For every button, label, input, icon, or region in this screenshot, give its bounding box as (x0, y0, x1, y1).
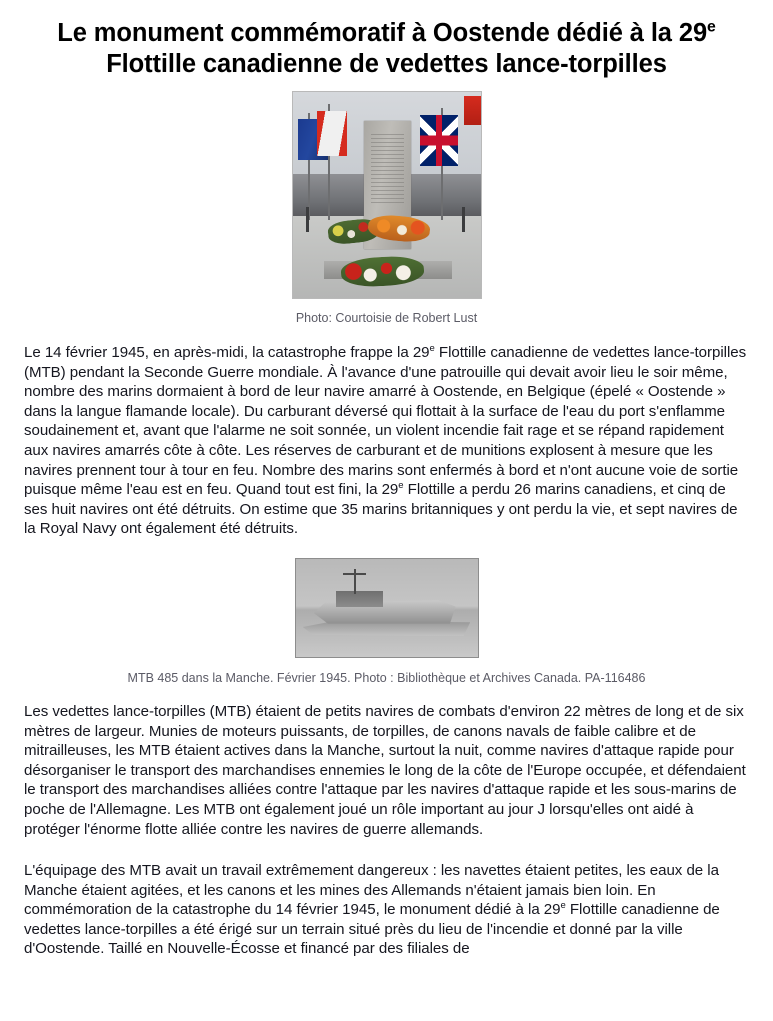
flag-canada (317, 111, 347, 156)
monument-photo-caption: Photo: Courtoisie de Robert Lust (295, 311, 478, 325)
monument-photo (292, 91, 482, 299)
flag-united-kingdom (420, 115, 458, 167)
paragraph-3-part-2: Flottille canadienne de vedettes lance-torpilles a été érigé sur un terrain situé près du lieu de l'incendie et donné par la ville d'Oostende. Taillé en Nouvelle-Écosse et financé par des filiales de (24, 901, 720, 958)
figure-monument (0, 91, 773, 326)
article-body-continued (0, 702, 773, 959)
paragraph-1 (24, 343, 749, 539)
paragraph-2: Les vedettes lance-torpilles (MTB) étaient de petits navires de combats d'environ 22 mètres de long et de six mètres de largeur. Munies de moteurs puissants, de torpilles, de canons navals de faible calibre et de mitrailleuses, les MTB étaient actives dans la Manche, surtout la nuit, comme navires d'attaque rapide pour désorganiser le transport des marchandises ennemies le long de la côte de l'Europe occupée, et défendaient le transport des marchandises alliées contre l'attaque par les navires d'attaque rapide et les sous-marins de poche de l'Allemagne. Les MTB ont également joué un rôle important au jour J lorsqu'elles ont aidé à protéger l'énorme flotte alliée contre les navires de guerre allemands. (24, 702, 746, 838)
paragraph-1-part-2: Flottille canadienne de vedettes lance-torpilles (MTB) pendant la Seconde Guerre mondiale. À l'avance d'une patrouille qui devait avoir lieu le soir même, nombre des marins dormaient à bord de leur navire amarré à Oostende, en Belgique (épelé « Oostende » dans la langue flamande locale). Du carburant déversé qui flottait à la surface de l'eau du port s'enflamme soudainement et, avant que l'alarme ne soit sonnée, un violent incendie fait rage et se répand rapidement aux navires amarrés côte à côte. Les réserves de carburant et de munitions explosent à mesure que les navires prennent tour à tour en feu. Nombre des marins sont enfermés à bord et n'ont aucune voie de sortie puisque même l'eau est en feu. Quand tout est fini, la 29 (24, 344, 747, 499)
page-title-part-2: Flottille canadienne de vedettes lance-torpilles (106, 50, 667, 78)
paragraph-1-ordinal-superscript-2: e (398, 480, 404, 492)
paragraph-3 (24, 861, 749, 959)
mtb-superstructure (336, 591, 383, 607)
page-title (0, 0, 773, 80)
paragraph-1-part-1: Le 14 février 1945, en après-midi, la catastrophe frappe la 29 (24, 344, 430, 361)
paragraph-3-part-1: L'équipage des MTB avait un travail extrêmement dangereux : les navettes étaient petites, les eaux de la Manche étaient agitées, et les canons et les mines des Allemands n'étaient jamais bien loin. En commémoration de la catastrophe du 14 février 1945, le monument dédié à la 29 (24, 862, 719, 919)
paragraph-1-part-3: Flottille a perdu 26 marins canadiens, et cinq de ses huit navires ont été détruits. On estime que 35 marins britanniques y ont perdu la vie, et sept navires de la Royal Navy ont également été détruits. (24, 481, 738, 538)
article-body (0, 343, 773, 539)
mtb-photo (295, 558, 479, 658)
page-title-ordinal-superscript: e (707, 18, 716, 36)
bollard-left (306, 207, 309, 232)
figure-mtb (0, 558, 773, 686)
paragraph-3-ordinal-superscript: e (560, 900, 566, 912)
bollard-right (462, 207, 465, 232)
paragraph-1-ordinal-superscript-1: e (429, 342, 435, 354)
mtb-photo-caption: MTB 485 dans la Manche. Février 1945. Photo : Bibliothèque et Archives Canada. PA-116486 (127, 670, 646, 685)
page-title-part-1: Le monument commémoratif à Oostende dédié à la 29 (57, 19, 708, 47)
mtb-yardarm (343, 573, 367, 575)
flag-red-partial (464, 96, 481, 125)
